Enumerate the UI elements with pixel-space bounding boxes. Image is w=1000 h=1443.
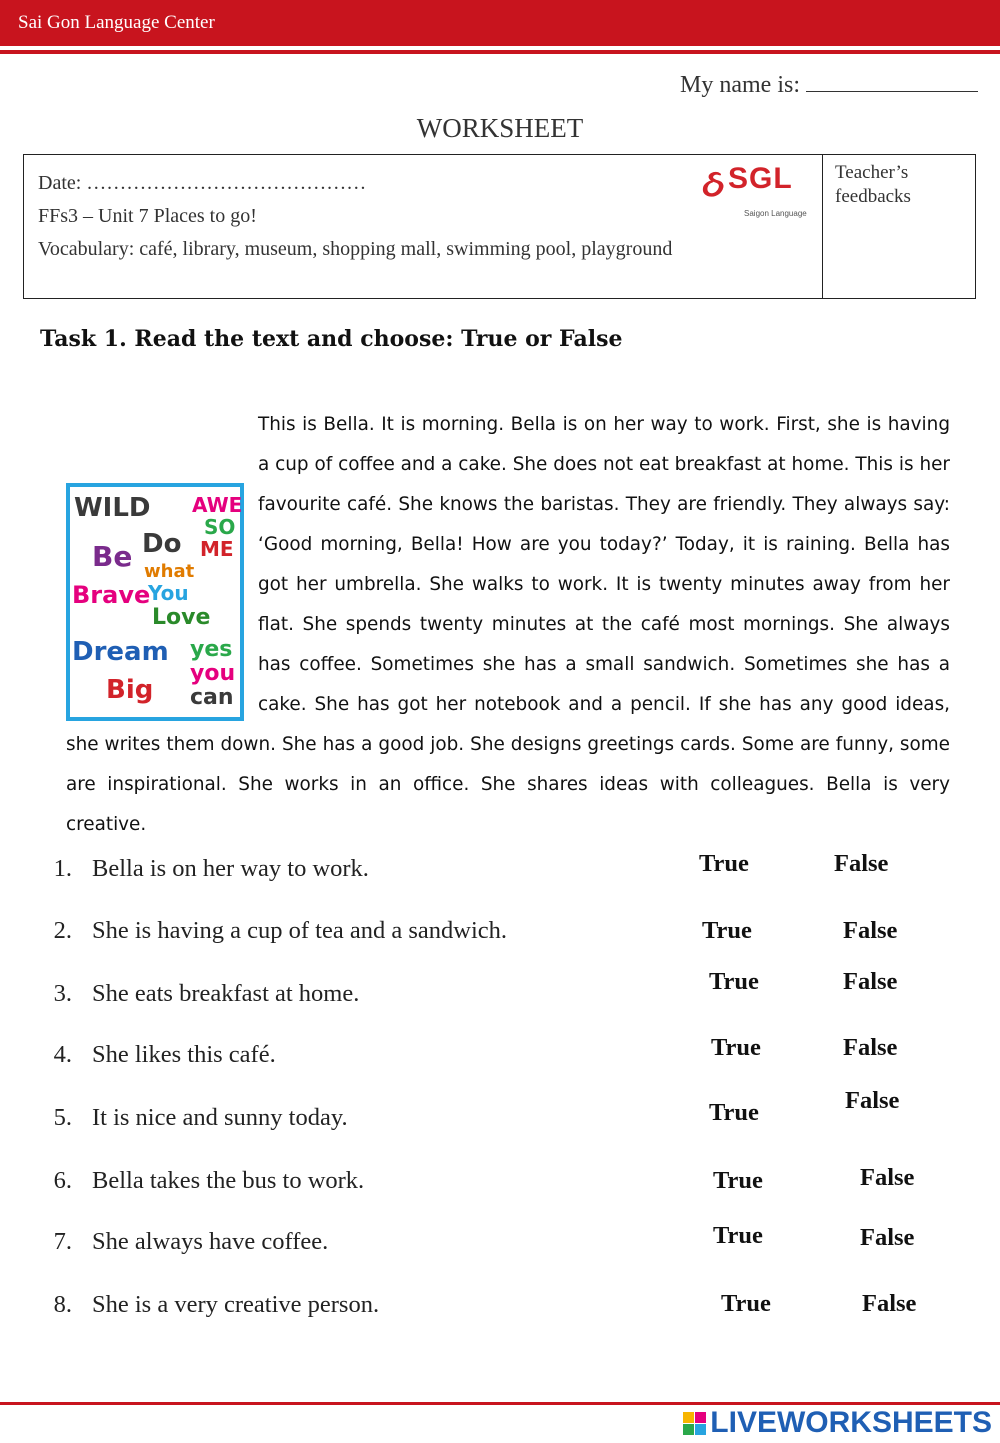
question-text: She eats breakfast at home.	[92, 980, 360, 1007]
task-heading: Task 1. Read the text and choose: True or False	[40, 326, 623, 352]
false-option[interactable]: False	[843, 968, 898, 995]
liveworksheets-logo	[683, 1406, 992, 1440]
poster-word: AWE	[192, 493, 243, 517]
false-option[interactable]: False	[843, 917, 898, 944]
poster-word: can	[190, 685, 234, 710]
poster-word: yes	[190, 637, 233, 662]
poster-word: Brave	[72, 581, 151, 609]
false-option[interactable]: False	[860, 1164, 915, 1191]
true-option[interactable]: True	[721, 1290, 771, 1317]
true-option[interactable]: True	[699, 850, 749, 877]
question-number: 6.	[53, 1167, 72, 1194]
reading-passage	[66, 405, 950, 845]
true-option[interactable]: True	[713, 1222, 763, 1249]
question-number: 3.	[53, 980, 72, 1007]
poster-word: WILD	[74, 493, 151, 523]
question-text: Bella is on her way to work.	[92, 855, 369, 882]
question-text: It is nice and sunny today.	[92, 1104, 348, 1131]
true-option[interactable]: True	[711, 1034, 761, 1061]
poster-word: SO	[204, 515, 236, 539]
poster-word: Do	[142, 529, 182, 559]
question-text: She likes this café.	[92, 1041, 276, 1068]
logo-subtitle: Saigon Language	[744, 209, 807, 218]
false-option[interactable]: False	[843, 1034, 898, 1061]
poster-word: Be	[92, 540, 133, 573]
teacher-feedback-cell: Teacher’s feedbacks	[835, 162, 911, 207]
date-line: Date: ……………………………………	[38, 172, 367, 194]
question-text: Bella takes the bus to work.	[92, 1167, 365, 1194]
vocabulary-line: Vocabulary: café, library, museum, shopping mall, swimming pool, playground	[38, 238, 673, 260]
false-option[interactable]: False	[845, 1087, 900, 1114]
true-option[interactable]: True	[709, 1099, 759, 1126]
poster-word: you	[190, 661, 236, 686]
sgl-logo	[700, 161, 810, 218]
poster-word: You	[148, 581, 189, 605]
question-text: She is a very creative person.	[92, 1291, 380, 1318]
question-number: 8.	[53, 1291, 72, 1318]
footer-divider	[0, 1402, 1000, 1405]
poster-word: Big	[106, 675, 154, 705]
question-text: She is having a cup of tea and a sandwich.	[92, 917, 508, 944]
header-bar	[0, 0, 1000, 46]
question-number: 5.	[53, 1104, 72, 1131]
poster-word: ME	[200, 537, 234, 561]
poster-word: Dream	[72, 637, 169, 667]
false-option[interactable]: False	[834, 850, 889, 877]
poster-word: Love	[152, 605, 211, 630]
brand-name: LIVEWORKSHEETS	[710, 1406, 992, 1439]
info-left	[24, 155, 823, 298]
name-line	[680, 70, 978, 99]
unit-line: FFs3 – Unit 7 Places to go!	[38, 205, 257, 227]
passage-text: This is Bella. It is morning. Bella is on her way to work. First, she is having a cup of coffee and a cake. She does not eat breakfast at home. This is her favourite café. She knows the baristas. They are friendly. They always say: ‘Good morning, Bella! How are you today?’ Today, it is raining. Bella has got her umbrella. She walks to work. It is twenty minutes away from her flat. She spends twenty minutes at the café most mornings. She always has coffee. Sometimes she has a small sandwich. Sometimes she has a cake. She has got her notebook and a pencil. If she has any good ideas, she writes them down. She has a good job. She designs greetings cards. Some are funny, some are inspirational. She works in an office. She shares ideas with colleagues. Bella is very creative.	[66, 414, 950, 835]
true-option[interactable]: True	[702, 917, 752, 944]
true-option[interactable]: True	[713, 1167, 763, 1194]
header-divider	[0, 50, 1000, 54]
worksheet-title: WORKSHEET	[416, 113, 584, 143]
center-name: Sai Gon Language Center	[18, 12, 215, 33]
question-number: 7.	[53, 1228, 72, 1255]
poster-word: what	[144, 561, 195, 582]
question-number: 1.	[53, 855, 72, 882]
name-blank[interactable]	[806, 70, 978, 92]
question-text: She always have coffee.	[92, 1228, 329, 1255]
question-number: 4.	[53, 1041, 72, 1068]
false-option[interactable]: False	[860, 1224, 915, 1251]
logo-swirl-icon: ઠ	[700, 161, 723, 205]
question-number: 2.	[53, 917, 72, 944]
info-box	[23, 154, 976, 299]
logo-text: SGL	[728, 162, 793, 195]
brand-cubes-icon	[683, 1412, 706, 1435]
false-option[interactable]: False	[862, 1290, 917, 1317]
true-option[interactable]: True	[709, 968, 759, 995]
motivational-poster	[66, 483, 244, 721]
name-label: My name is:	[680, 72, 800, 98]
